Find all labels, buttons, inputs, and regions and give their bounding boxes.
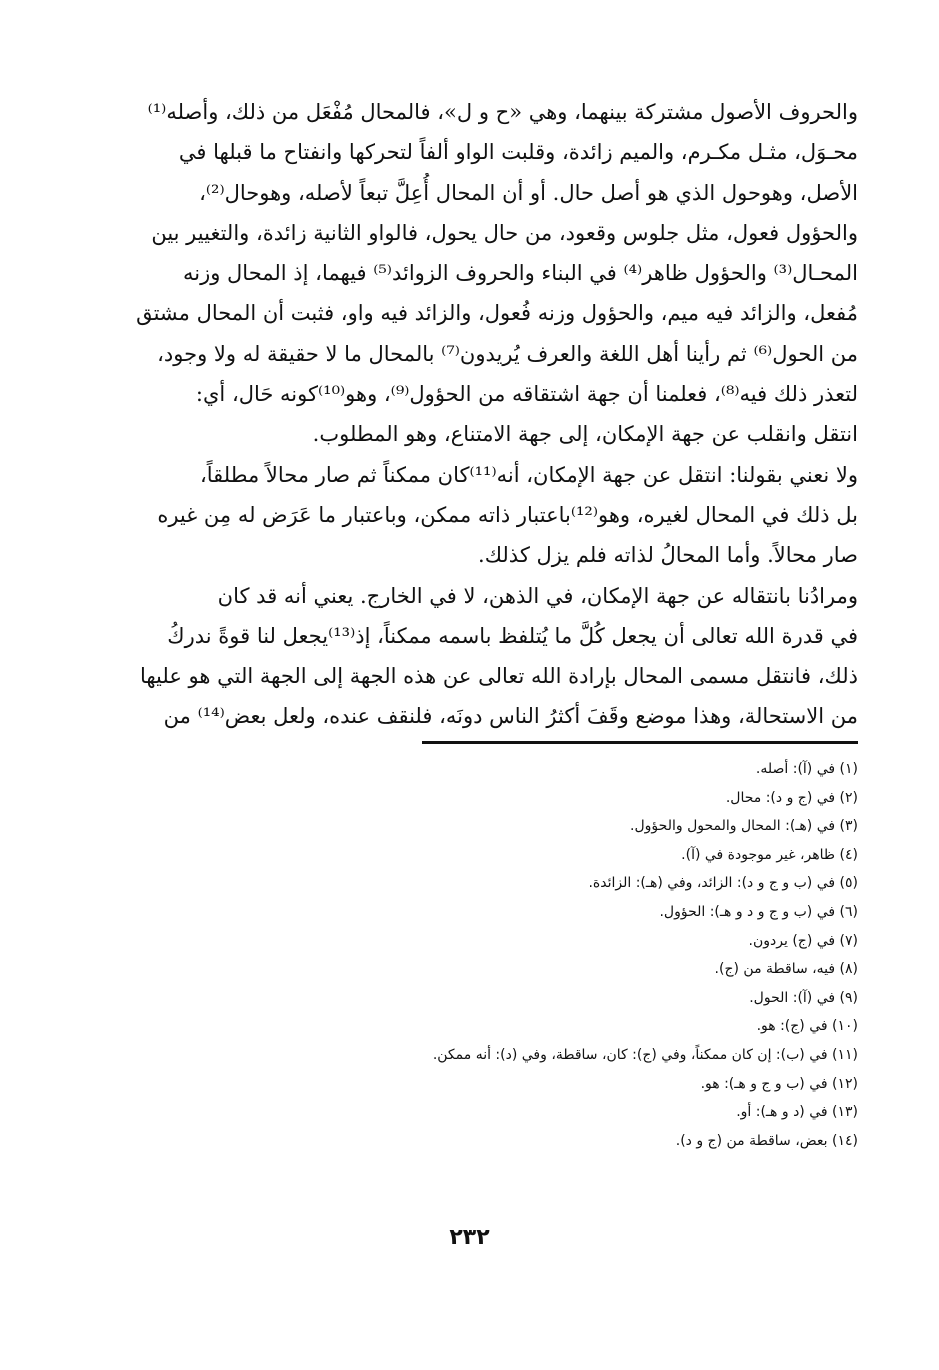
footnote: (٣) في (هـ): المحال والمحول والحؤول. (630, 818, 858, 835)
footnote: (١) في (آ): أصله. (755, 761, 858, 777)
text-line: صار محالاً. وأما المحالُ لذاته فلم يزل كذلك. (478, 543, 858, 568)
text-line: ولا نعني بقولنا: انتقل عن جهة الإمكان، أنه⁽¹¹⁾كان ممكناً ثم صار محالاً مطلقاً، (199, 462, 858, 487)
text-line: والحؤول فعول، مثل جلوس وقعود، من حال يحول، فالواو الثانية زائدة، والتغيير بين (151, 220, 858, 245)
footnote: (١٠) في (ج): هو. (756, 1018, 858, 1035)
text-line: والحروف الأصول مشتركة بينهما، وهي «ح و ل»، فالمحال مُفْعَل من ذلك، وأصله⁽¹⁾ (147, 100, 858, 124)
footnote: (٧) في (ج) يردون. (748, 932, 858, 949)
footnotes (200, 755, 858, 1155)
text-line: انتقل وانقلب عن جهة الإمكان، إلى جهة الامتناع، وهو المطلوب. (312, 422, 858, 447)
footnote: (١٢) في (ب و ج و هـ): هو. (700, 1075, 858, 1092)
text-line: ومرادُنا بانتقاله عن جهة الإمكان، في الذهن، لا في الخارج. يعني أنه قد كان (217, 583, 858, 608)
text-line: من الحول⁽⁶⁾ ثم رأينا أهل اللغة والعرف يُريدون⁽⁷⁾ بالمحال ما لا حقيقة له ولا وجود، (157, 341, 858, 366)
text-line: محـوَل، مثـل مكـرم، والميم زائدة، وقلبت الواو ألفاً لتحركها وانفتاح ما قبلها في (178, 140, 858, 165)
text-line: مُفعل، والزائد فيه ميم، والحؤول وزنه فُعول، والزائد فيه واو، فثبت أن المحال مشتق (136, 301, 858, 326)
footnote: (٥) في (ب و ج و د): الزائد، وفي (هـ): الزائدة. (588, 875, 858, 892)
text-line: من الاستحالة، وهذا موضع وقَفَ أكثرُ الناس دونَه، فلنقف عنده، ولعل بعض⁽¹⁴⁾ من (163, 704, 858, 729)
text-line: الأصل، وهوحول الذي هو أصل حال. أو أن المحال أُعِلَّ تبعاً لأصله، وهوحال⁽²⁾، (199, 180, 858, 205)
footnote: (١٣) في (د و هـ): أو. (736, 1104, 858, 1121)
footnote: (٦) في (ب و ج و د و هـ): الحؤول. (659, 903, 858, 920)
text-line: ذلك، فانتقل مسمى المحال بإرادة الله تعالى عن هذه الجهة إلى الجهة التي هو عليها (139, 664, 858, 689)
text-line: في قدرة الله تعالى أن يجعل كُلَّ ما يُتلفظ باسمه ممكناً، إذ⁽¹³⁾يجعل لنا قوةً ندركُ (167, 623, 858, 648)
footnote-divider (422, 741, 858, 744)
footnote: (٢) في (ج و د): محال. (725, 789, 858, 806)
text-line: بل ذلك في المحال لغيره، وهو⁽¹²⁾باعتبار ذاته ممكن، وباعتبار ما عَرَض له مِن غيره (157, 502, 858, 527)
page-number: ٢٣٢ (449, 1225, 490, 1250)
footnote: (٨) فيه، ساقطة من (ج). (714, 961, 858, 978)
text-line: لتعذر ذلك فيه⁽⁸⁾، فعلمنا أن جهة اشتقاقه من الحؤول⁽⁹⁾، وهو⁽¹⁰⁾كونه حَال، أي: (195, 382, 858, 407)
footnote: (١٤) بعض، ساقطة من (ج و د). (675, 1132, 858, 1149)
footnote: (١١) في (ب): إن كان ممكناً، وفي (ج): كان، ساقطة، وفي (د): أنه ممكن. (432, 1046, 858, 1063)
footnote: (٩) في (آ): الحول. (749, 989, 858, 1006)
footnote: (٤) ظاهر، غير موجودة في (آ). (681, 846, 858, 863)
text-line: المحـال⁽³⁾ والحؤول ظاهر⁽⁴⁾ في البناء والحروف الزوائد⁽⁵⁾ فيهما، إذ المحال وزنه (182, 261, 858, 286)
main-text (70, 92, 858, 737)
